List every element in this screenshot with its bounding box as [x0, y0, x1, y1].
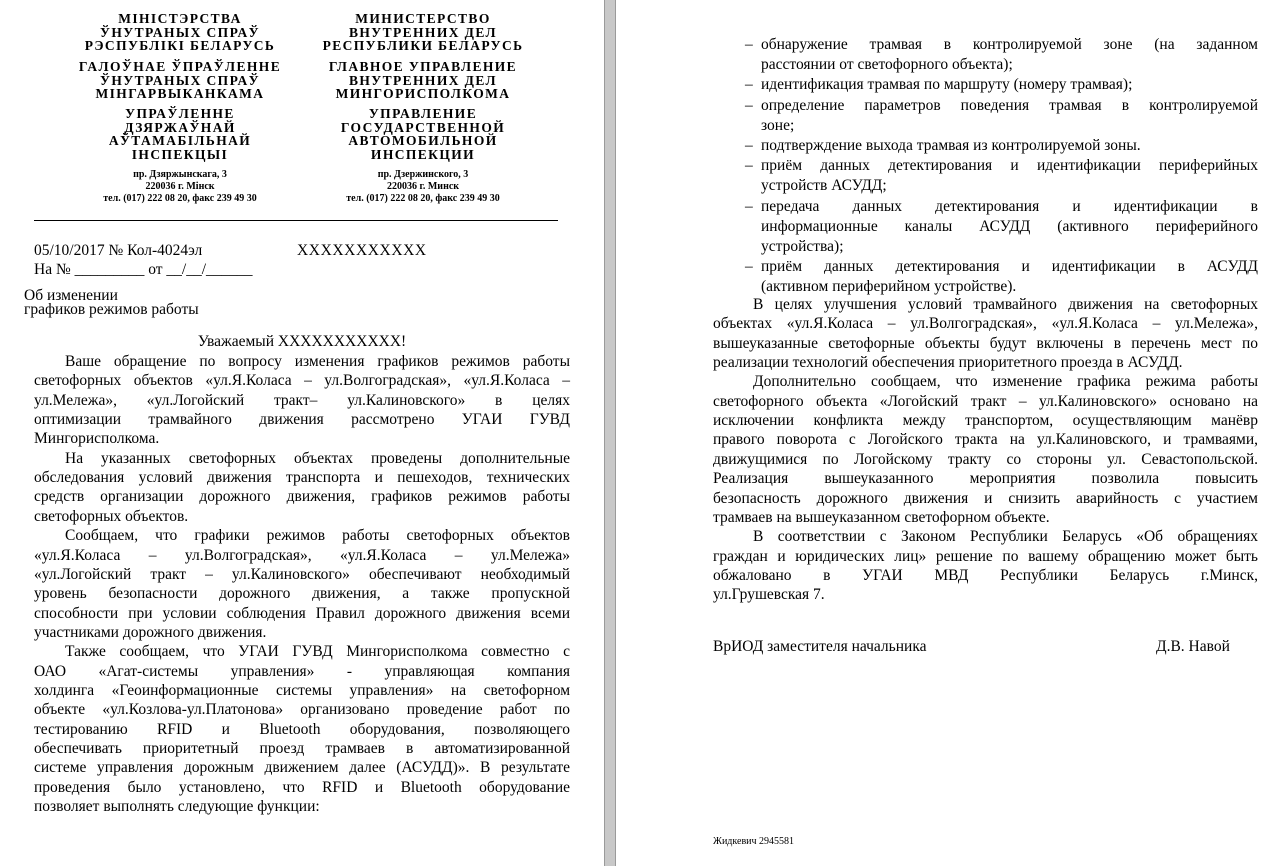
- body-line: участниками дорожного движения.: [34, 623, 267, 641]
- header-by-inspection: [60, 107, 300, 161]
- header-line: МІНГАРВЫКАНКАМА: [95, 86, 265, 102]
- header-by-main-dept: [60, 60, 300, 101]
- header-line: АЎТАМАБІЛЬНАЙ: [108, 133, 252, 149]
- address-line: 220036 г. Минск: [386, 181, 460, 192]
- document-page-left: [0, 0, 604, 866]
- bullet-text: приём данных детектирования и идентификации периферийных: [761, 157, 1258, 175]
- body-line: способности при условии соблюдения Правил дорожного движения всеми: [34, 604, 570, 622]
- bullet-text: информационные каналы АСУДД (активного периферийного: [761, 217, 1258, 235]
- body-line: движущимися по Логойскому тракту со стороны ул. Севастопольской.: [713, 450, 1258, 468]
- header-line: ВНУТРЕННИХ ДЕЛ: [348, 72, 498, 88]
- body-line: тестированию RFID и Bluetooth оборудования, позволяющего: [34, 720, 570, 738]
- header-line: АВТОМОБИЛЬНОЙ: [348, 133, 498, 149]
- bullet-dash: –: [745, 76, 753, 94]
- header-line: РЕСПУБЛИКИ БЕЛАРУСЬ: [322, 38, 524, 54]
- header-by-ministry: [60, 12, 300, 53]
- header-ru-address: [300, 169, 546, 205]
- bullet-text: устройства);: [761, 238, 844, 255]
- bullet-text: приём данных детектирования и идентификации в АСУДД: [761, 258, 1258, 276]
- body-line: «ул.Логойский тракт – ул.Калиновского» обеспечивают необходимый: [34, 565, 570, 583]
- subject-line-1: Об изменении: [24, 287, 118, 304]
- header-line: ВНУТРЕННИХ ДЕЛ: [348, 24, 498, 40]
- header-line: ГОСУДАРСТВЕННОЙ: [340, 119, 506, 135]
- page-gutter: [604, 0, 616, 866]
- body-line: холдинга «Геоинформационные системы управления» на светофорном: [34, 681, 570, 699]
- header-line: ЎНУТРАНЫХ СПРАЎ: [100, 24, 260, 40]
- header-line: ГАЛОЎНАЕ ЎПРАЎЛЕННЕ: [78, 59, 282, 74]
- address-line: пр. Дзяржынскага, 3: [133, 169, 227, 180]
- address-line: 220036 г. Мінск: [145, 181, 215, 192]
- document-page-right: [616, 0, 1280, 866]
- bullet-dash: –: [745, 137, 753, 154]
- body-line: объекте «ул.Козлова-ул.Платонова» организовано проведение работ по: [34, 701, 570, 719]
- body-line: объектах «ул.Я.Коласа – ул.Волгоградская», «ул.Я.Коласа – ул.Мележа»,: [713, 315, 1258, 333]
- bullet-text: обнаружение трамвая в контролируемой зоне (на заданном: [761, 36, 1258, 53]
- body-line: светофорного объекта «Логойский тракт – ул.Калиновского» основано на: [713, 392, 1258, 410]
- body-line: Также сообщаем, что УГАИ ГУВД Мингорисполкома совместно с: [65, 643, 570, 661]
- body-line: светофорных объектов «ул.Я.Коласа – ул.Волгоградская», «ул.Я.Коласа –: [34, 372, 570, 390]
- bullet-text: определение параметров поведения трамвая в контролируемой: [761, 96, 1258, 114]
- header-line: ЎНУТРАНЫХ СПРАЎ: [100, 72, 260, 88]
- body-line: позволяет выполнять следующие функции:: [34, 798, 320, 816]
- body-line: трамваев на вышеуказанном светофорном объекте.: [713, 508, 1050, 526]
- bullet-dash: –: [745, 96, 753, 114]
- header-line: ИНСПЕКЦИИ: [370, 146, 476, 162]
- address-line: тел. (017) 222 08 20, факс 239 49 30: [346, 193, 500, 204]
- reference-incoming: На № _________ от __/__/______: [34, 261, 253, 278]
- executor-footer: Жидкевич 2945581: [713, 836, 795, 847]
- header-divider: [34, 220, 558, 221]
- header-line: МІНІСТЭРСТВА: [118, 11, 242, 26]
- body-line: Дополнительно сообщаем, что изменение графика режима работы: [753, 373, 1258, 391]
- body-line: безопасность дорожного движения и снизить аварийность с участием: [713, 489, 1258, 507]
- bullet-text: передача данных детектирования и идентификации в: [761, 197, 1258, 215]
- bullet-dash: –: [745, 36, 753, 53]
- body-line: светофорных объектов.: [34, 507, 189, 525]
- body-line: Мингорисполкома.: [34, 430, 160, 448]
- address-line: пр. Дзержинского, 3: [377, 169, 469, 180]
- header-line: МИНГОРИСПОЛКОМА: [335, 86, 511, 102]
- bullet-text: зоне;: [761, 116, 795, 134]
- body-line: обжаловано в УГАИ МВД Республики Беларусь г.Минск,: [713, 566, 1258, 584]
- header-ru-ministry: [300, 12, 546, 53]
- body-line: реализации технологий обеспечения приоритетного проезда в АСУДД.: [713, 354, 1183, 372]
- body-line: ул.Грушевская 7.: [713, 586, 825, 604]
- body-line: граждан и юридических лиц» решение по вашему обращению может быть: [713, 547, 1258, 565]
- body-line: обеспечивать приоритетный проезд трамваев в автоматизированной: [34, 740, 570, 757]
- header-line: ГЛАВНОЕ УПРАВЛЕНИЕ: [328, 59, 518, 74]
- bullet-text: (активном периферийном устройстве).: [761, 278, 1017, 296]
- body-line: правого поворота с Логойского тракта на ул.Калиновского, и трамваями,: [713, 431, 1258, 449]
- body-line: В соответствии с Законом Республики Беларусь «Об обращениях: [753, 528, 1258, 546]
- bullet-text: идентификация трамвая по маршруту (номеру трамвая);: [761, 76, 1133, 94]
- header-line: ІНСПЕКЦЫІ: [131, 146, 229, 162]
- bullet-dash: –: [745, 258, 753, 276]
- header-line: УПРАЎЛЕННЕ: [125, 106, 235, 121]
- subject-line-2: графиков режимов работы: [24, 301, 199, 318]
- reference-number: 05/10/2017 № Кол-4024эл: [34, 242, 203, 259]
- bullet-text: подтверждение выхода трамвая из контролируемой зоны.: [761, 137, 1141, 154]
- body-line: проведения было установлено, что RFID и Bluetooth оборудование: [34, 778, 570, 796]
- header-line: УПРАВЛЕНИЕ: [368, 106, 478, 121]
- body-line: Ваше обращение по вопросу изменения графиков режимов работы: [65, 353, 570, 370]
- bullet-dash: –: [745, 157, 753, 175]
- signature-title: ВрИОД заместителя начальника: [713, 638, 927, 655]
- body-line: системе управления дорожным движением далее (АСУДД)». В результате: [34, 759, 570, 777]
- header-line: РЭСПУБЛІКІ БЕЛАРУСЬ: [84, 38, 276, 54]
- address-line: тел. (017) 222 08 20, факс 239 49 30: [103, 193, 257, 204]
- body-line: ОАО «Агат-системы управления» - управляющая компания: [34, 662, 570, 680]
- body-line: оптимизации трамвайного движения рассмотрено УГАИ ГУВД: [34, 411, 570, 429]
- body-line: уровень безопасности дорожного движения, а также пропускной: [34, 585, 570, 603]
- body-line: ул.Мележа», «ул.Логойский тракт– ул.Калиновского» в целях: [34, 391, 570, 409]
- header-by-address: [60, 169, 300, 205]
- header-ru-inspection: [300, 107, 546, 161]
- salutation: Уважаемый ХХХХХХХХХХХ!: [197, 333, 407, 350]
- bullet-text: расстоянии от светофорного объекта);: [761, 56, 1013, 74]
- body-line: исключении конфликта между транспортом, осуществляющим манёвр: [713, 412, 1258, 430]
- header-ru-main-dept: [300, 60, 546, 101]
- body-line: обследования условий движения транспорта и пешеходов, технических: [34, 469, 570, 487]
- bullet-text: устройств АСУДД;: [761, 177, 887, 195]
- body-line: средств организации дорожного движения, графиков режимов работы: [34, 488, 570, 506]
- body-line: «ул.Я.Коласа – ул.Волгоградская», «ул.Я.Коласа – ул.Мележа»: [34, 546, 570, 564]
- header-line: МИНИСТЕРСТВО: [355, 11, 491, 26]
- recipient-name: ХХХХХХХХХХХ: [297, 242, 427, 259]
- body-line: На указанных светофорных объектах проведены дополнительные: [65, 449, 570, 467]
- body-line: вышеуказанные светофорные объекты будут включены в перечень мест по: [713, 334, 1258, 352]
- body-line: Сообщаем, что графики режимов работы светофорных объектов: [65, 527, 570, 545]
- body-line: В целях улучшения условий трамвайного движения на светофорных: [753, 296, 1258, 313]
- bullet-dash: –: [745, 197, 753, 215]
- body-line: Реализация вышеуказанного мероприятия позволила повысить: [713, 470, 1258, 488]
- header-line: ДЗЯРЖАЎНАЙ: [124, 119, 236, 135]
- signature-name: Д.В. Навой: [1156, 638, 1230, 655]
